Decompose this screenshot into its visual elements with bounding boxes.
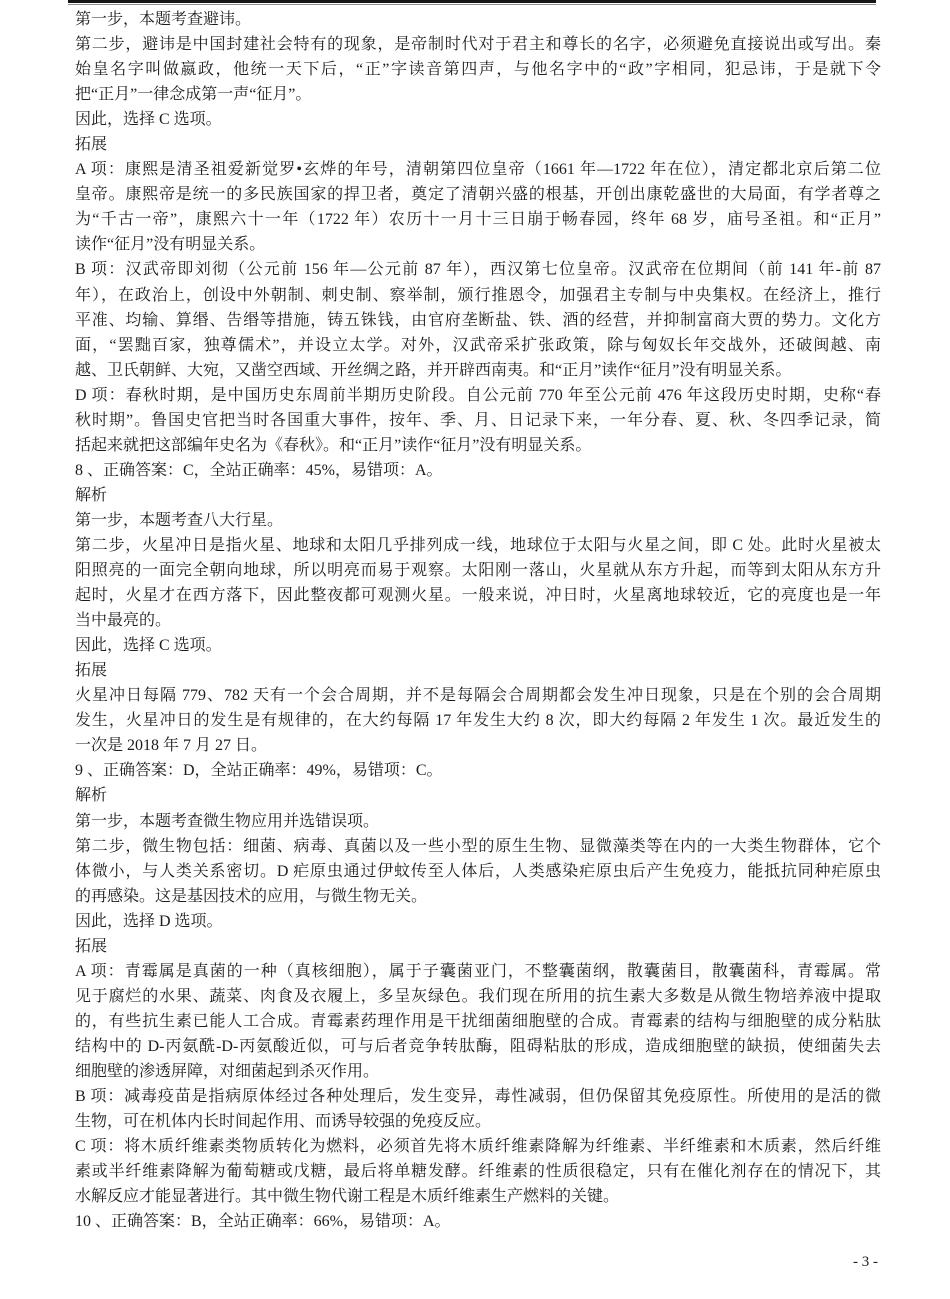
text-line: C 项：将木质纤维素类物质转化为燃料，必须首先将木质纤维素降解为纤维素、半纤维素和木质素，然后纤维 xyxy=(75,1138,881,1156)
document-body xyxy=(75,7,881,1234)
text-line: 火星冲日每隔 779、782 天有一个会合周期，并不是每隔会合周期都会发生冲日现象，只是在个别的会合周期 xyxy=(75,687,881,705)
text-line: 体微小，与人类关系密切。D 疟原虫通过伊蚊传至人体后，人类感染疟原虫后产生免疫力，能抵抗同种疟原虫 xyxy=(75,862,881,880)
text-line: 细胞壁的渗透屏障，对细菌起到杀灭作用。 xyxy=(75,1062,380,1080)
text-line: 8 、正确答案：C，全站正确率：45%，易错项：A。 xyxy=(75,461,443,479)
text-line: D 项：春秋时期，是中国历史东周前半期历史阶段。自公元前 770 年至公元前 476 年这段历史时期，史称“春 xyxy=(75,386,881,404)
text-line: 水解反应才能显著进行。其中微生物代谢工程是木质纤维素生产燃料的关键。 xyxy=(75,1188,620,1206)
text-line: 第一步，本题考查八大行星。 xyxy=(75,511,284,529)
text-line: 因此，选择 C 选项。 xyxy=(75,637,222,655)
text-line: 第二步，微生物包括：细菌、病毒、真菌以及一些小型的原生生物、显微藻类等在内的一大类生物群体，它个 xyxy=(75,837,881,855)
text-line: B 项：减毒疫苗是指病原体经过各种处理后，发生变异，毒性减弱，但仍保留其免疫原性。所使用的是活的微 xyxy=(75,1088,881,1106)
text-line: 面，“罢黜百家，独尊儒术”，并设立太学。对外，汉武帝采扩张政策，除与匈奴长年交战外，还破闽越、南 xyxy=(75,336,881,354)
text-line: 拓展 xyxy=(75,662,108,680)
text-line: 阳照亮的一面完全朝向地球，所以明亮而易于观察。太阳刚一落山，火星就从东方升起，而等到太阳从东方升 xyxy=(75,562,881,580)
text-line: A 项：康熙是清圣祖爱新觉罗•玄烨的年号，清朝第四位皇帝（1661 年—1722 年在位），清定都北京后第二位 xyxy=(75,161,881,179)
text-line: 的再感染。这是基因技术的应用，与微生物无关。 xyxy=(75,887,428,905)
text-line: 第二步，避讳是中国封建社会特有的现象，是帝制时代对于君主和尊长的名字，必须避免直接说出或写出。秦 xyxy=(75,36,881,54)
text-line: 秋时期”。鲁国史官把当时各国重大事件，按年、季、月、日记录下来，一年分春、夏、秋、冬四季记录，简 xyxy=(75,411,881,429)
text-line: 素或半纤维素降解为葡萄糖或戊糖，最后将单糖发酵。纤维素的性质很稳定，只有在催化剂存在的情况下，其 xyxy=(75,1163,881,1181)
text-line: 解析 xyxy=(75,486,108,504)
text-line: 生物，可在机体内长时间起作用、而诱导较强的免疫反应。 xyxy=(75,1113,492,1131)
text-line: 见于腐烂的水果、蔬菜、肉食及衣履上，多呈灰绿色。我们现在所用的抗生素大多数是从微生物培养液中提取 xyxy=(75,987,881,1005)
text-line: B 项：汉武帝即刘彻（公元前 156 年—公元前 87 年），西汉第七位皇帝。汉武帝在位期间（前 141 年-前 87 xyxy=(75,261,881,279)
text-line: 拓展 xyxy=(75,136,108,154)
text-line: A 项：青霉属是真菌的一种（真核细胞），属于子囊菌亚门，不整囊菌纲，散囊菌目，散囊菌科，青霉属。常 xyxy=(75,962,881,980)
text-line: 因此，选择 C 选项。 xyxy=(75,111,222,129)
text-line: 结构中的 D-丙氨酰-D-丙氨酸近似，可与后者竞争转肽酶，阻碍粘肽的形成，造成细胞壁的缺损，使细菌失去 xyxy=(75,1037,881,1055)
text-line: 把“正月”一律念成第一声“征月”。 xyxy=(75,86,312,104)
text-line: 越、卫氏朝鲜、大宛，又凿空西域、开丝绸之路，并开辟西南夷。和“正月”读作“征月”没有明显关系。 xyxy=(75,361,792,379)
text-line: 拓展 xyxy=(75,937,108,955)
header-rule-thin xyxy=(68,4,876,5)
text-line: 解析 xyxy=(75,787,108,805)
text-line: 一次是 2018 年 7 月 27 日。 xyxy=(75,737,268,755)
text-line: 年），在政治上，创设中外朝制、刺史制、察举制，颁行推恩令，加强君主专制与中央集权。在经济上，推行 xyxy=(75,286,881,304)
text-line: 第二步，火星冲日是指火星、地球和太阳几乎排列成一线，地球位于太阳与火星之间，即 C 处。此时火星被太 xyxy=(75,536,881,554)
text-line: 当中最亮的。 xyxy=(75,612,172,630)
text-line: 读作“征月”没有明显关系。 xyxy=(75,236,266,254)
text-line: 括起来就把这部编年史名为《春秋》。和“正月”读作“征月”没有明显关系。 xyxy=(75,436,592,454)
text-line: 第一步，本题考查微生物应用并选错误项。 xyxy=(75,812,380,830)
text-line: 发生，火星冲日的发生是有规律的，在大约每隔 17 年发生大约 8 次，即大约每隔 2 年发生 1 次。最近发生的 xyxy=(75,712,881,730)
header-rule-thick xyxy=(68,0,876,3)
text-line: 起时，火星才在西方落下，因此整夜都可观测火星。一般来说，冲日时，火星离地球较近，它的亮度也是一年 xyxy=(75,587,881,605)
text-line: 始皇名字叫做嬴政，他统一天下后，“正”字读音第四声，与他名字中的“政”字相同，犯忌讳，于是就下令 xyxy=(75,61,881,79)
text-line: 10 、正确答案：B，全站正确率：66%，易错项：A。 xyxy=(75,1213,451,1231)
text-line: 9 、正确答案：D，全站正确率：49%，易错项：C。 xyxy=(75,762,443,780)
page-number: - 3 - xyxy=(853,1254,878,1270)
text-line: 平准、均输、算缗、告缗等措施，铸五铢钱，由官府垄断盐、铁、酒的经营，并抑制富商大贾的势力。文化方 xyxy=(75,311,881,329)
text-line: 因此，选择 D 选项。 xyxy=(75,912,223,930)
text-line: 皇帝。康熙帝是统一的多民族国家的捍卫者，奠定了清朝兴盛的根基，开创出康乾盛世的大局面，有学者尊之 xyxy=(75,186,881,204)
text-line: 第一步，本题考查避讳。 xyxy=(75,11,252,28)
text-line: 为“千古一帝”，康熙六十一年（1722 年）农历十一月十三日崩于畅春园，终年 68 岁，庙号圣祖。和“正月” xyxy=(75,211,881,229)
text-line: 的，有些抗生素已能人工合成。青霉素药理作用是干扰细菌细胞壁的合成。青霉素的结构与细胞壁的成分粘肽 xyxy=(75,1012,881,1030)
